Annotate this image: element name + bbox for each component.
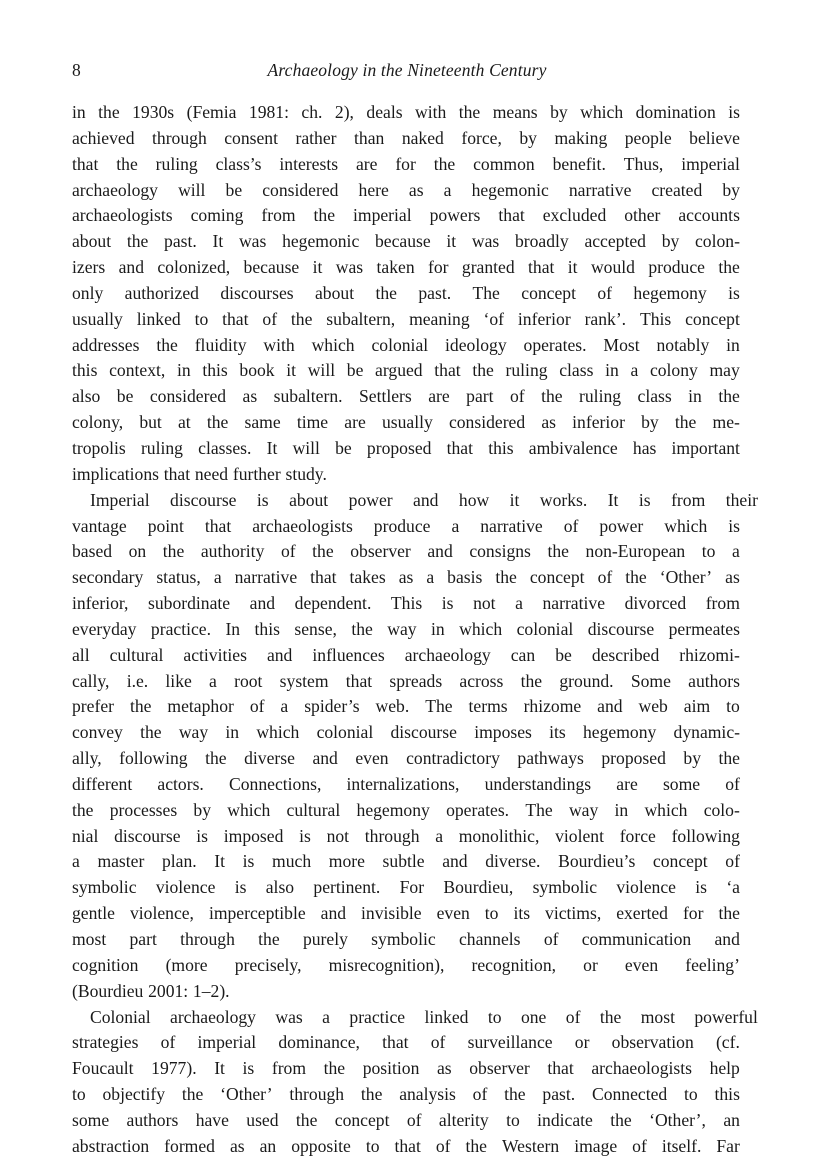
text-line: colony, but at the same time are usually considered as inferior by the me- <box>72 412 740 433</box>
running-head-title: Archaeology in the Nineteenth Century <box>267 60 547 80</box>
text-line: achieved through consent rather than naked force, by making people believe <box>72 127 740 148</box>
text-line: prefer the metaphor of a spider’s web. The terms rhizome and web aim to <box>72 696 740 717</box>
paragraph <box>72 488 758 1005</box>
running-head <box>72 58 740 82</box>
text-line: all cultural activities and influences archaeology can be described rhizomi- <box>72 644 740 665</box>
text-line: archaeologists coming from the imperial powers that excluded other accounts <box>72 205 740 226</box>
text-line: Imperial discourse is about power and how it works. It is from their <box>90 489 758 510</box>
text-line: some authors have used the concept of alterity to indicate the ‘Other’, an <box>72 1109 740 1130</box>
text-line: different actors. Connections, internalizations, understandings are some of <box>72 773 740 794</box>
text-line: inferior, subordinate and dependent. This is not a narrative divorced from <box>72 593 740 614</box>
text-line: implications that need further study. <box>72 463 327 484</box>
text-line: cally, i.e. like a root system that spreads across the ground. Some authors <box>72 670 740 691</box>
text-line: gentle violence, imperceptible and invisible even to its victims, exerted for the <box>72 903 740 924</box>
text-line: Foucault 1977). It is from the position as observer that archaeologists help <box>72 1058 740 1079</box>
text-line: tropolis ruling classes. It will be proposed that this ambivalence has important <box>72 437 740 458</box>
text-line: about the past. It was hegemonic because it was broadly accepted by colon- <box>72 231 740 252</box>
text-line: to objectify the ‘Other’ through the analysis of the past. Connected to this <box>72 1084 740 1105</box>
text-line: cognition (more precisely, misrecognition), recognition, or even feeling’ <box>72 954 740 975</box>
text-line: a master plan. It is much more subtle and diverse. Bourdieu’s concept of <box>72 851 740 872</box>
text-line: usually linked to that of the subaltern, meaning ‘of inferior rank’. This concept <box>72 308 740 329</box>
text-line: also be considered as subaltern. Settlers are part of the ruling class in the <box>72 386 740 407</box>
text-line: strategies of imperial dominance, that of surveillance or observation (cf. <box>72 1032 740 1053</box>
text-line: addresses the fluidity with which colonial ideology operates. Most notably in <box>72 334 740 355</box>
text-line: only authorized discourses about the past. The concept of hegemony is <box>72 282 740 303</box>
text-line: (Bourdieu 2001: 1–2). <box>72 980 230 1001</box>
text-line: in the 1930s (Femia 1981: ch. 2), deals with the means by which domination is <box>72 102 740 122</box>
text-line: based on the authority of the observer and consigns the non-European to a <box>72 541 740 562</box>
text-line: this context, in this book it will be argued that the ruling class in a colony may <box>72 360 740 381</box>
page-number: 8 <box>72 60 81 80</box>
text-line: izers and colonized, because it was taken for granted that it would produce the <box>72 257 740 278</box>
text-line: the processes by which cultural hegemony operates. The way in which colo- <box>72 799 740 820</box>
text-line: most part through the purely symbolic channels of communication and <box>72 929 740 949</box>
text-line: symbolic violence is also pertinent. For Bourdieu, symbolic violence is ‘a <box>72 877 740 898</box>
text-line: everyday practice. In this sense, the way in which colonial discourse permeates <box>72 618 740 639</box>
text-line: ally, following the diverse and even contradictory pathways proposed by the <box>72 748 740 769</box>
paragraph <box>72 1005 758 1160</box>
paragraph <box>72 100 740 488</box>
text-line: secondary status, a narrative that takes as a basis the concept of the ‘Other’ as <box>72 567 740 588</box>
text-line: archaeology will be considered here as a hegemonic narrative created by <box>72 179 740 200</box>
text-line: that the ruling class’s interests are for the common benefit. Thus, imperial <box>72 153 740 174</box>
body-text-block <box>72 100 758 1160</box>
text-line: nial discourse is imposed is not through a monolithic, violent force following <box>72 825 740 846</box>
text-line: vantage point that archaeologists produce a narrative of power which is <box>72 515 740 536</box>
text-line: Colonial archaeology was a practice linked to one of the most powerful <box>90 1006 758 1027</box>
text-line: abstraction formed as an opposite to that of the Western image of itself. Far <box>72 1135 740 1156</box>
text-line: convey the way in which colonial discourse imposes its hegemony dynamic- <box>72 722 740 743</box>
